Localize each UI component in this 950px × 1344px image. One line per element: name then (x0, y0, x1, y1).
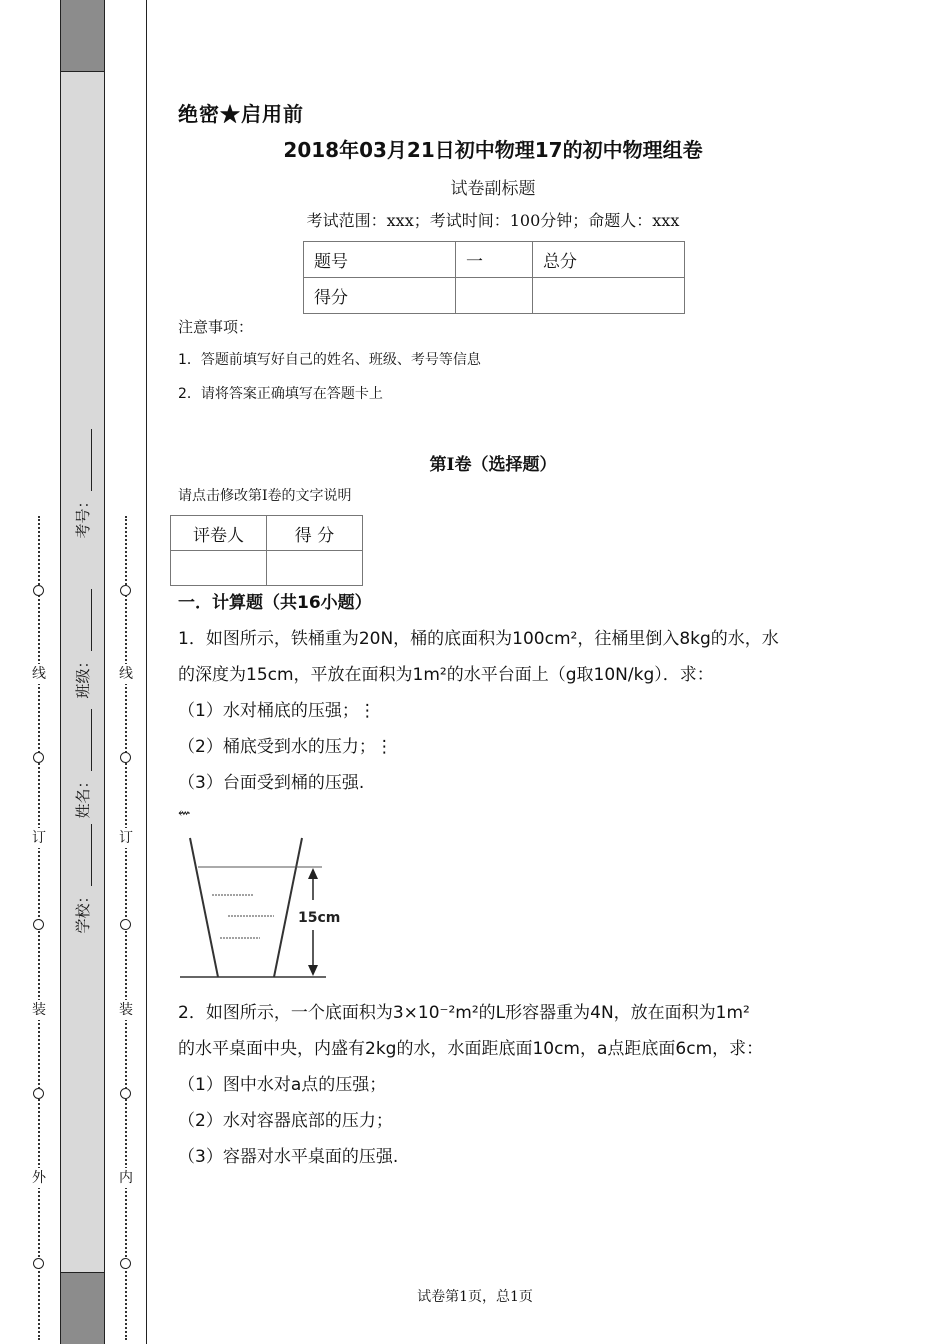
seal-circle (120, 752, 131, 763)
inner-char: 装 (116, 1000, 136, 1020)
seal-circle (33, 1258, 44, 1269)
score-table-cell: 题号 (304, 242, 456, 278)
exam-number-field[interactable]: 考号： (72, 404, 94, 564)
question-1-text: 1．如图所示，铁桶重为20N，桶的底面积为100cm²，往桶里倒入8kg的水，水 (178, 629, 779, 649)
outer-char: 装 (29, 1000, 49, 1020)
seal-circle (120, 1088, 131, 1099)
confidential-mark: 绝密★启用前 (178, 102, 304, 126)
seal-circle (33, 752, 44, 763)
seal-circle (33, 919, 44, 930)
notice-item: 2．请将答案正确填写在答题卡上 (178, 386, 383, 402)
outer-char: 外 (29, 1168, 49, 1188)
question-1-part-1: （1）水对桶底的压强；⋮ (178, 701, 376, 721)
grader-table (170, 515, 363, 586)
outer-char: 订 (29, 828, 49, 848)
page-subtitle: 试卷副标题 (450, 179, 536, 199)
outer-char: 线 (29, 664, 49, 684)
seal-circle (120, 1258, 131, 1269)
section-heading: 一．计算题（共16小题） (178, 593, 372, 613)
margin-rule (104, 0, 105, 1344)
seal-circle (120, 919, 131, 930)
question-2-text: 的水平桌面中央，内盛有2kg的水，水面距底面10cm，a点距底面6cm，求： (178, 1039, 764, 1059)
score-table (303, 241, 685, 314)
depth-label: 15cm (298, 910, 341, 926)
score-table-cell: 一 (456, 242, 533, 278)
bucket-figure (176, 834, 346, 984)
margin-rule (60, 0, 61, 1344)
total-score-cell[interactable] (533, 278, 685, 314)
score-table-cell: 总分 (533, 242, 685, 278)
inner-char: 线 (116, 664, 136, 684)
notice-item: 1．答题前填写好自己的姓名、班级、考号等信息 (178, 352, 481, 368)
question-2-text: 2．如图所示，一个底面积为3×10⁻²m²的L形容器重为4N，放在面积为1m² (178, 1003, 750, 1023)
score-table-cell: 得分 (304, 278, 456, 314)
seal-circle (120, 585, 131, 596)
question-1-text: 的深度为15cm，平放在面积为1m²的水平台面上（g取10N/kg）．求： (178, 665, 714, 685)
part-title: 第Ⅰ卷（选择题） (429, 455, 557, 475)
question-1-part-3: （3）台面受到桶的压强. (178, 773, 365, 793)
class-field[interactable]: 班级： (72, 564, 94, 724)
page-title: 2018年03月21日初中物理17的初中物理组卷 (283, 138, 703, 162)
exam-info: 考试范围：xxx；考试时间：100分钟；命题人：xxx (306, 211, 680, 230)
binding-margin (0, 0, 150, 1344)
seal-circle (33, 1088, 44, 1099)
page-footer: 试卷第1页，总1页 (417, 1289, 533, 1305)
question-2-part-2: （2）水对容器底部的压力； (178, 1111, 393, 1131)
score-header: 得 分 (267, 516, 363, 551)
anchor-icon: ⇜ (178, 804, 191, 822)
grader-input-cell[interactable] (171, 551, 267, 586)
notice-title: 注意事项： (178, 318, 254, 336)
part-note[interactable]: 请点击修改第I卷的文字说明 (178, 488, 352, 504)
margin-rule (146, 0, 147, 1344)
score-input-cell[interactable] (456, 278, 533, 314)
question-2-part-3: （3）容器对水平桌面的压强. (178, 1147, 399, 1167)
inner-char: 内 (116, 1168, 136, 1188)
seal-circle (33, 585, 44, 596)
margin-cap-top (60, 0, 105, 72)
inner-char: 订 (116, 828, 136, 848)
name-field[interactable]: 姓名： (72, 684, 94, 844)
score-input-cell[interactable] (267, 551, 363, 586)
margin-cap-bottom (60, 1272, 105, 1344)
question-2-part-1: （1）图中水对a点的压强； (178, 1075, 387, 1095)
grader-header: 评卷人 (171, 516, 267, 551)
question-1-part-2: （2）桶底受到水的压力；⋮ (178, 737, 393, 757)
school-field[interactable]: 学校： (72, 799, 94, 959)
